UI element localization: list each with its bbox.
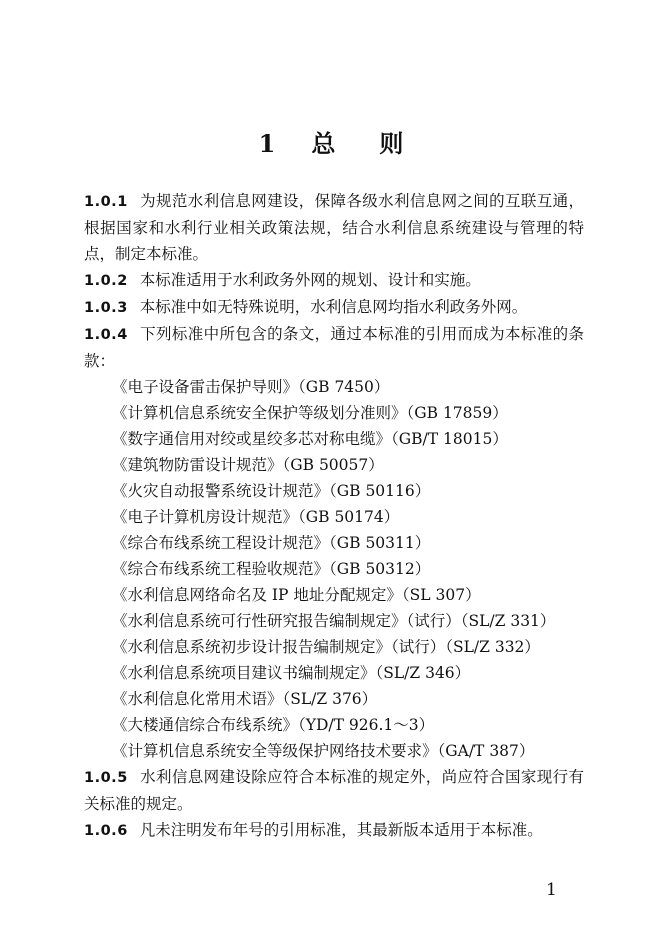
reference-item: 《电子计算机房设计规范》（GB 50174）: [112, 508, 400, 526]
clause-1-0-2: [84, 267, 584, 294]
clause-number: 1.0.6: [84, 823, 128, 839]
body-text: [84, 188, 584, 844]
clause-text: 为规范水利信息网建设，保障各级水利信息网之间的互联互通，根据国家和水利行业相关政策法规，结合水利信息系统建设与管理的特点，制定本标准。: [84, 192, 584, 263]
reference-item: 《计算机信息系统安全等级保护网络技术要求》（GA/T 387）: [112, 742, 535, 760]
clause-text: 本标准适用于水利政务外网的规划、设计和实施。: [139, 271, 481, 289]
reference-item: 《计算机信息系统安全保护等级划分准则》（GB 17859）: [112, 404, 508, 422]
reference-item: 《大楼通信综合布线系统》（YD/T 926.1～3）: [112, 716, 435, 734]
reference-item: 《水利信息系统初步设计报告编制规定》（试行）（SL/Z 332）: [112, 638, 540, 656]
chapter-title: [0, 124, 662, 159]
reference-item: 《水利信息系统可行性研究报告编制规定》（试行）（SL/Z 331）: [112, 612, 556, 630]
clause-1-0-4: [84, 321, 584, 374]
clause-text: 凡未注明发布年号的引用标准，其最新版本适用于本标准。: [139, 821, 543, 839]
clause-number: 1.0.1: [84, 194, 128, 210]
chapter-title-part2: 则: [379, 129, 404, 158]
reference-item: 《综合布线系统工程设计规范》（GB 50311）: [112, 534, 431, 552]
reference-list: [84, 374, 584, 764]
page-number: 1: [546, 880, 557, 900]
reference-item: 《水利信息网络命名及 IP 地址分配规定》（SL 307）: [112, 586, 481, 604]
reference-item: 《电子设备雷击保护导则》（GB 7450）: [112, 378, 390, 396]
clause-text: 下列标准中所包含的条文，通过本标准的引用而成为本标准的条款：: [84, 325, 584, 370]
clause-1-0-6: [84, 817, 584, 844]
clause-1-0-5: [84, 764, 584, 817]
clause-text: 本标准中如无特殊说明，水利信息网均指水利政务外网。: [139, 298, 528, 316]
reference-item: 《水利信息系统项目建议书编制规定》（SL/Z 346）: [112, 664, 471, 682]
chapter-number: 1: [258, 129, 276, 158]
clause-text: 水利信息网建设除应符合本标准的规定外，尚应符合国家现行有关标准的规定。: [84, 768, 584, 813]
reference-item: 《火灾自动报警系统设计规范》（GB 50116）: [112, 482, 431, 500]
reference-item: 《数字通信用对绞或星绞多芯对称电缆》（GB/T 18015）: [112, 430, 508, 448]
reference-item: 《综合布线系统工程验收规范》（GB 50312）: [112, 560, 431, 578]
clause-1-0-1: [84, 188, 584, 267]
clause-number: 1.0.3: [84, 300, 128, 316]
clause-number: 1.0.2: [84, 273, 128, 289]
reference-item: 《水利信息化常用术语》（SL/Z 376）: [112, 690, 378, 708]
clause-1-0-3: [84, 294, 584, 321]
reference-item: 《建筑物防雷设计规范》（GB 50057）: [112, 456, 384, 474]
clause-number: 1.0.4: [84, 327, 128, 343]
chapter-title-part1: 总: [311, 129, 336, 158]
clause-number: 1.0.5: [84, 770, 128, 786]
